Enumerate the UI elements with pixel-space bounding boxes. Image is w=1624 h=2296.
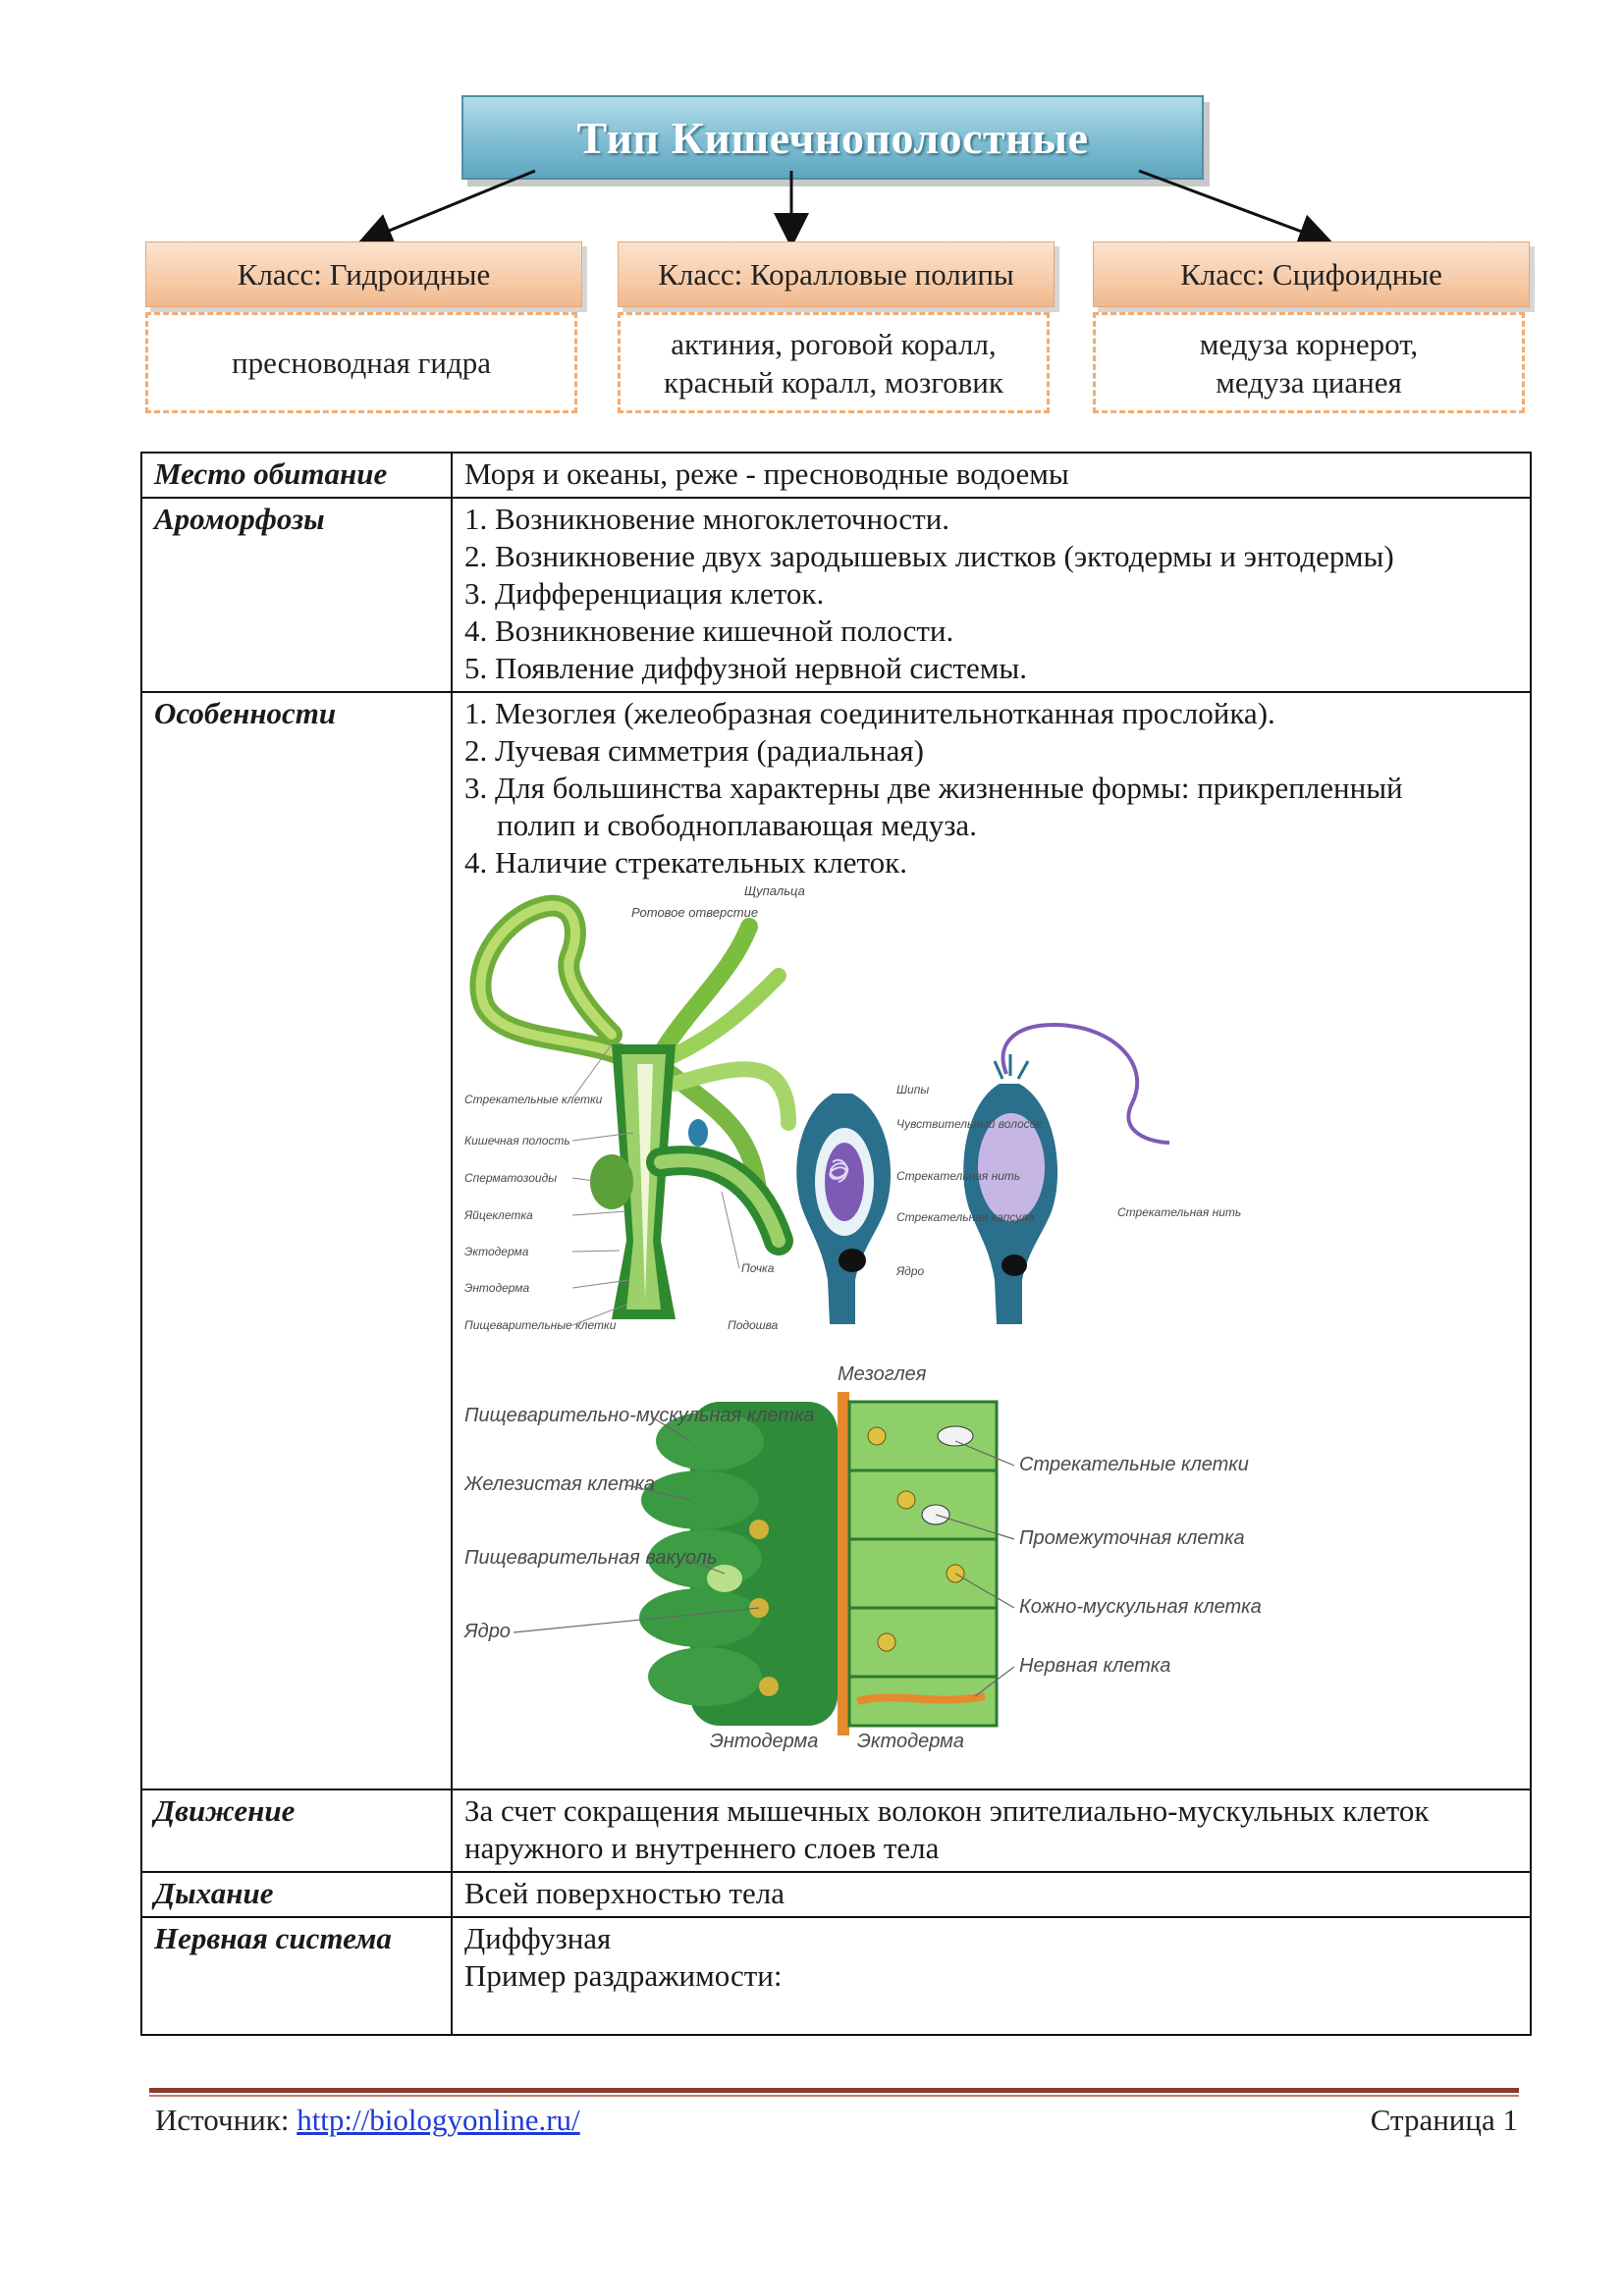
label-thread: Стрекательная нить <box>896 1169 1021 1183</box>
class-scyphozoa-examples: медуза корнерот, медуза цианея <box>1093 312 1525 413</box>
footer-rule-thin <box>149 2095 1519 2097</box>
label-thread-discharged: Стрекательная нить <box>1117 1205 1242 1219</box>
label-endoderm-tissue: Энтодерма <box>710 1731 819 1752</box>
label-capsule: Стрекательная капсула <box>896 1210 1035 1224</box>
label-digestive-muscular: Пищеварительно-мускульная клетка <box>464 1405 815 1426</box>
label-nucleus: Ядро <box>896 1264 925 1278</box>
ectoderm-cells <box>849 1402 997 1726</box>
row-value: Диффузная Пример раздражимости: <box>452 1917 1531 2035</box>
label-interstitial: Промежуточная клетка <box>1019 1527 1245 1549</box>
class-anthozoa-header: Класс: Коралловые полипы <box>618 241 1055 307</box>
list-item: 5. Появление диффузной нервной системы. <box>464 651 1027 685</box>
list-item: полип и свободноплавающая медуза. <box>497 808 977 842</box>
features-cell <box>452 692 1531 1789</box>
aromorphoses-list <box>452 498 1531 692</box>
row-value: Моря и океаны, реже - пресноводные водоемы <box>452 453 1531 498</box>
class-scyphozoa-header: Класс: Сцифоидные <box>1093 241 1530 307</box>
label-egg: Яйцеклетка <box>464 1208 533 1222</box>
label-stinging-cells: Стрекательные клетки <box>1019 1454 1249 1475</box>
label-vacuole: Пищеварительная вакуоль <box>464 1547 718 1569</box>
table-row <box>141 1872 1531 1917</box>
arrow-left <box>365 171 535 240</box>
label-ectoderm-tissue: Эктодерма <box>857 1731 965 1752</box>
label-mesoglea: Мезоглея <box>838 1363 927 1385</box>
row-label: Ароморфозы <box>141 498 452 692</box>
label-nerve: Нервная клетка <box>1019 1655 1171 1677</box>
footer-source: Источник: http://biologyonline.ru/ <box>155 2103 580 2137</box>
label-nucleus-tissue: Ядро <box>464 1621 511 1642</box>
list-item: 4. Наличие стрекательных клеток. <box>464 845 907 880</box>
label-digestive: Пищеварительные клетки <box>464 1318 617 1332</box>
label-stinging: Стрекательные клетки <box>464 1093 603 1106</box>
list-item: 3. Дифференциация клеток. <box>464 576 825 611</box>
row-label: Нервная система <box>141 1917 452 2035</box>
class-hydrozoa-examples: пресноводная гидра <box>145 312 577 413</box>
label-cavity: Кишечная полость <box>464 1134 570 1148</box>
hierarchy-arrows <box>0 0 1624 255</box>
characteristics-table <box>140 452 1532 2036</box>
tissue-layers-illustration <box>464 1362 1262 1755</box>
row-value: Всей поверхностью тела <box>452 1872 1531 1917</box>
cnidocyte-coiled <box>796 1094 891 1324</box>
label-bud: Почка <box>741 1261 775 1275</box>
row-label: Дыхание <box>141 1872 452 1917</box>
page-title: Тип Кишечнополостные <box>576 112 1089 163</box>
page-number: Страница 1 <box>1370 2103 1518 2137</box>
footer-rule <box>149 2088 1519 2093</box>
table-row <box>141 1789 1531 1872</box>
label-hair: Чувствительный волосок <box>896 1117 1042 1131</box>
class-anthozoa-examples: актиния, роговой коралл, красный коралл, мозговик <box>618 312 1050 413</box>
row-label: Место обитание <box>141 453 452 498</box>
source-link[interactable]: http://biologyonline.ru/ <box>297 2103 580 2137</box>
hydra-cnidocyte-illustration <box>464 883 1270 1357</box>
row-value: За счет сокращения мышечных волокон эпителиально-мускульных клеток наружного и внутреннего слоев тела <box>452 1789 1531 1872</box>
label-tentacles: Щупальца <box>744 883 805 898</box>
arrow-right <box>1139 171 1326 240</box>
list-item: 2. Возникновение двух зародышевых листков (эктодермы и энтодермы) <box>464 539 1394 573</box>
table-row <box>141 453 1531 498</box>
label-mouth: Ротовое отверстие <box>631 905 759 920</box>
class-hydrozoa-header: Класс: Гидроидные <box>145 241 582 307</box>
list-item: 1. Возникновение многоклеточности. <box>464 502 950 536</box>
label-glandular: Железистая клетка <box>464 1473 656 1495</box>
label-epithelial-muscular: Кожно-мускульная клетка <box>1019 1596 1262 1618</box>
label-spines: Шипы <box>896 1083 930 1096</box>
list-item: 2. Лучевая симметрия (радиальная) <box>464 733 924 768</box>
row-label: Особенности <box>141 692 452 1789</box>
list-item: 3. Для большинства характерны две жизненные формы: прикрепленный <box>464 771 1403 805</box>
row-label: Движение <box>141 1789 452 1872</box>
table-row <box>141 1917 1531 2035</box>
table-row <box>141 692 1531 1789</box>
label-sole: Подошва <box>728 1318 779 1332</box>
label-ectoderm: Эктодерма <box>464 1245 529 1258</box>
list-item: 4. Возникновение кишечной полости. <box>464 614 954 648</box>
mesoglea-band <box>838 1392 849 1735</box>
label-endoderm: Энтодерма <box>464 1281 530 1295</box>
table-row <box>141 498 1531 692</box>
label-sperm: Сперматозоиды <box>464 1171 558 1185</box>
list-item: 1. Мезоглея (желеобразная соединительнотканная прослойка). <box>464 696 1275 730</box>
